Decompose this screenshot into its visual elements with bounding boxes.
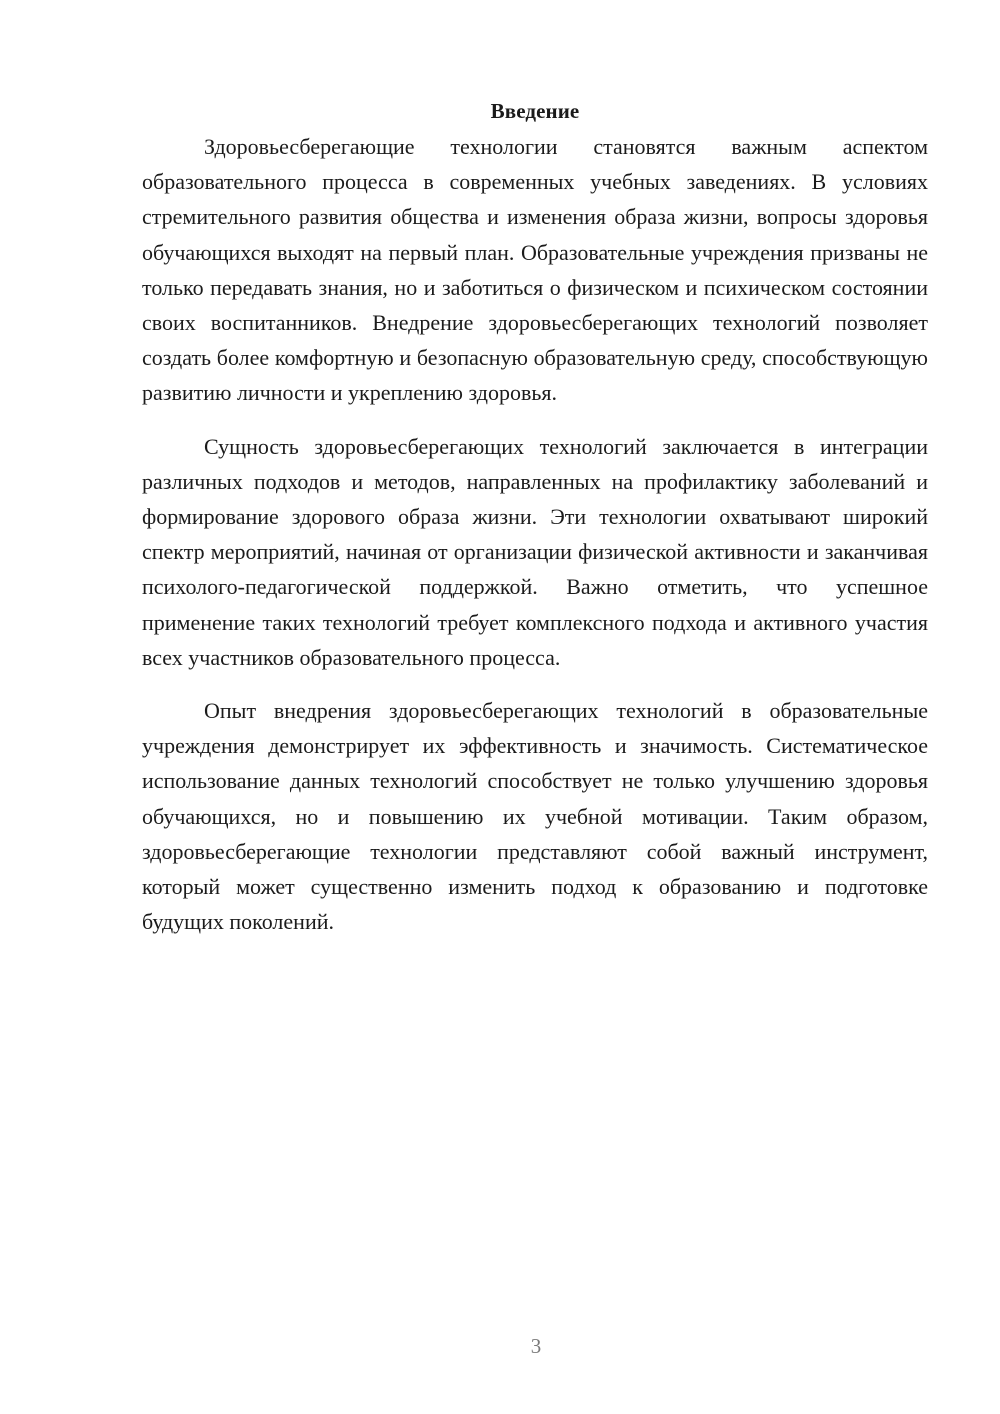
paragraph-2: Сущность здоровьесберегающих технологий заключается в интеграции различных подходов и методов, направленных на профилактику заболеваний и формирование здорового образа жизни. Эти технологии охватывают широкий спектр мероприятий, начиная от организации физической активности и заканчивая психолого-педагогической поддержкой. Важно отметить, что успешное применение таких технологий требует комплексного подхода и активного участия всех участников образовательного процесса. [142, 433, 928, 670]
section-title: Введение [490, 99, 580, 123]
paragraph-3: Опыт внедрения здоровьесберегающих технологий в образовательные учреждения демонстрирует их эффективность и значимость. Систематическое использование данных технологий способствует не только улучшению здоровья обучающихся, но и повышению их учебной мотивации. Таким образом, здоровьесберегающие технологии представляют собой важный инструмент, который может существенно изменить подход к образованию и подготовке будущих поколений. [142, 698, 928, 935]
page-content [142, 94, 928, 939]
page-number: 3 [530, 1334, 542, 1358]
paragraph-1: Здоровьесберегающие технологии становятся важным аспектом образовательного процесса в современных учебных заведениях. В условиях стремительного развития общества и изменения образа жизни, вопросы здоровья обучающихся выходят на первый план. Образовательные учреждения призваны не только передавать знания, но и заботиться о физическом и психическом состоянии своих воспитанников. Внедрение здоровьесберегающих технологий позволяет создать более комфортную и безопасную образовательную среду, способствующую развитию личности и укреплению здоровья. [142, 134, 928, 406]
